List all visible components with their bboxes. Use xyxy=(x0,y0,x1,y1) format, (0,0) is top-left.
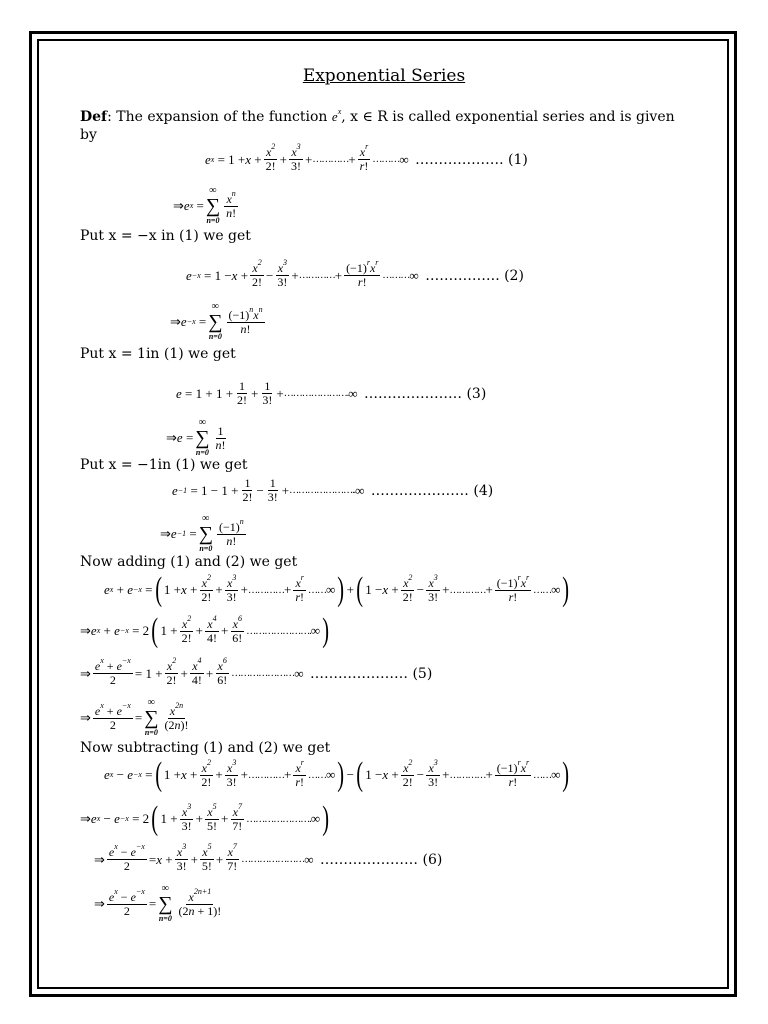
equation-add-simplified: ⇒ e x + e −x = 2 ( 1 + $\frac{x^2}{2!}$ + $\frac{x^4}{4!}$ + $\frac{x^6}{6!}$ …………………. ∞ ) xyxy=(80,612,330,649)
def-text-2: is called exponential series and is given xyxy=(387,109,675,125)
eqno-6: ………………… (6) xyxy=(320,851,443,868)
eqno-1: ………………. (1) xyxy=(415,151,528,168)
def-cond: , x ∈ R xyxy=(341,109,388,125)
equation-6-sum: ⇒ $\frac{e^x - e^{-x}}{2}$ = ∞ ∑ n=0 $\frac{x^{2n+1}}{(2n + 1)!}$ xyxy=(94,883,222,923)
equation-6: ⇒ $\frac{e^x - e^{-x}}{2}$ = x + $\frac{x^3}{3!}$ + $\frac{x^5}{5!}$ + $\frac{x^7}{7!}$ ………………… ∞ ………………… (6) xyxy=(94,842,443,873)
equation-2-sum: ⇒ e −x = ∞ ∑ n=0 $\frac{(-1)^nx^n}{n!}$ xyxy=(170,301,263,341)
def-text-1: : The expansion of the function xyxy=(107,109,328,125)
equation-sub-simplified: ⇒ e x − e −x = 2 ( 1 + $\frac{x^3}{3!}$ + $\frac{x^5}{5!}$ + $\frac{x^7}{7!}$ …………………. ∞ ) xyxy=(80,800,330,837)
eqno-3: ………………… (3) xyxy=(364,385,487,402)
equation-1: e x = 1 + x + $\frac{x^2}{2!}$ + $\frac{x^3}{3!}$ + ………… + $\frac{x^r}{r!}$ ……… ∞ ………………. (1) xyxy=(205,142,528,173)
def-function: $e^x$ xyxy=(331,107,342,124)
eqno-5: ………………… (5) xyxy=(310,665,433,682)
eqno-2: ……………. (2) xyxy=(425,267,524,284)
equation-5: ⇒ $\frac{e^x + e^{-x}}{2}$ = 1 + $\frac{x^2}{2!}$ + $\frac{x^4}{4!}$ + $\frac{x^6}{6!}$ ………………… ∞ ………………… (5) xyxy=(80,656,433,687)
now-adding: Now adding (1) and (2) we get xyxy=(80,554,298,570)
def-text-3: by xyxy=(80,127,97,143)
page-title: Exponential Series xyxy=(302,66,466,86)
put-minus-one: Put x = −1in (1) we get xyxy=(80,457,248,473)
equation-add-expanded: e x + e −x = ( 1 + x + $\frac{x^2}{2!}$ + $\frac{x^3}{3!}$ + ………… + $\frac{x^r}{r!}$ …… ∞ ) + ( 1 − x + $\frac{x^2}{2!}$ − $\frac{x^3}{3!}$ + ………… + $\frac{(-1)^rx^r}{r!}$ …… ∞ ) xyxy=(104,571,570,608)
equation-sub-expanded: e x − e −x = ( 1 + x + $\frac{x^2}{2!}$ + $\frac{x^3}{3!}$ + ………… + $\frac{x^r}{r!}$ …… ∞ ) − ( 1 − x + $\frac{x^2}{2!}$ − $\frac{x^3}{3!}$ + ………… + $\frac{(-1)^rx^r}{r!}$ …… ∞ ) xyxy=(104,756,570,793)
equation-2: e −x = 1 − x + $\frac{x^2}{2!}$ − $\frac{x^3}{3!}$ + ………… + $\frac{(-1)^rx^r}{r!}$ ……… ∞ ……………. (2) xyxy=(186,258,524,289)
definition-line xyxy=(80,109,675,125)
equation-4-sum: ⇒ e −1 = ∞ ∑ n=0 $\frac{(-1)^n}{n!}$ xyxy=(160,513,244,553)
equation-3: e = 1 + 1 + $\frac{1}{2!}$ + $\frac{1}{3!}$ + …………………. ∞ ………………… (3) xyxy=(176,379,487,407)
equation-5-sum: ⇒ $\frac{e^x + e^{-x}}{2}$ = ∞ ∑ n=0 $\frac{x^{2n}}{(2n)!}$ xyxy=(80,697,189,737)
equation-1-sum: ⇒ e x = ∞ ∑ n=0 $\frac{x^n}{n!}$ xyxy=(173,185,237,225)
put-minus-x: Put x = −x in (1) we get xyxy=(80,228,251,244)
equation-3-sum: ⇒ e = ∞ ∑ n=0 $\frac{1}{n!}$ xyxy=(166,417,226,457)
now-subtracting: Now subtracting (1) and (2) we get xyxy=(80,740,331,756)
put-one: Put x = 1in (1) we get xyxy=(80,346,236,362)
def-label: Def xyxy=(80,109,108,125)
eqno-4: ………………… (4) xyxy=(370,482,494,499)
equation-4: e −1 = 1 − 1 + $\frac{1}{2!}$ − $\frac{1}{3!}$ + ………………….. ∞ ………………… (4) xyxy=(172,476,494,504)
